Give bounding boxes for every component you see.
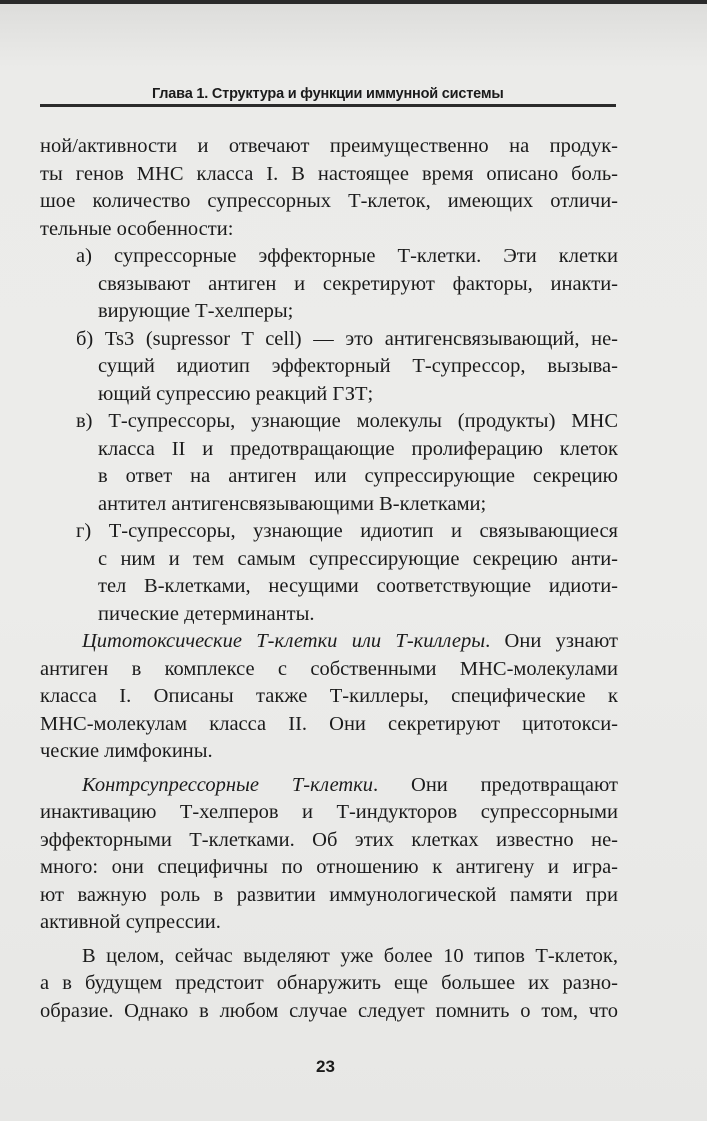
list-item-d-line: тел В-клетками, несущими соответствующие идиоти- — [98, 575, 618, 597]
list-item-b-line: б) Ts3 (supressor T cell) — это антигенсвязывающий, не- — [76, 327, 618, 350]
text-line: ты генов МНС класса I. В настоящее время описано боль- — [40, 162, 618, 185]
page-top-edge — [0, 0, 707, 4]
list-item-a-line: а) супрессорные эффекторные Т-клетки. Эти клетки — [76, 245, 618, 267]
contrasuppressor-first-rest: . Они предотвращают — [373, 773, 618, 796]
running-head: Глава 1. Структура и функции иммунной системы — [152, 86, 504, 102]
list-item-a-line: связывают антиген и секретируют факторы, инакти- — [98, 272, 618, 295]
list-item-d-line: с ним и тем самым супрессирующие секрецию анти- — [98, 547, 618, 570]
text-line: инактивацию Т-хелперов и Т-индукторов супрессорными — [40, 801, 618, 823]
list-item-c-line: в ответ на антиген или супрессирующие секрецию — [98, 465, 618, 487]
page-number: 23 — [316, 1057, 335, 1076]
list-item-b-line: ющий супрессию реакций ГЗТ; — [98, 382, 374, 405]
body-text — [40, 133, 618, 1025]
text-line: а в будущем предстоит обнаружить еще большее их разно- — [40, 972, 618, 994]
cytotoxic-term: Цитотоксические Т-клетки или Т-киллеры — [82, 630, 486, 652]
list-item-c-line: класса II и предотвращающие пролиферацию клеток — [98, 437, 618, 460]
list-item-d-line: г) Т-супрессоры, узнающие идиотип и связывающиеся — [76, 520, 618, 542]
list-item-d-line: пические детерминанты. — [98, 602, 315, 625]
text-line: образие. Однако в любом случае следует помнить о том, что — [40, 999, 618, 1022]
contrasuppressor-term: Контрсупрессорные Т-клетки — [82, 773, 374, 796]
text-line: антиген в комплексе с собственными МНС-молекулами — [40, 657, 618, 680]
text-line: МНС-молекулам класса II. Они секретируют цитотокси- — [40, 712, 618, 735]
list-item-a-line: вирующие Т-хелперы; — [98, 300, 294, 322]
text-line: тельные особенности: — [40, 217, 234, 240]
text-line: шое количество супрессорных Т-клеток, имеющих отличи- — [40, 190, 618, 212]
text-line: В целом, сейчас выделяют уже более 10 типов Т-клеток, — [82, 944, 618, 967]
contrasuppressor-first-line — [40, 772, 618, 800]
list-item-c-line: антител антигенсвязывающими В-клетками; — [98, 492, 487, 515]
text-line: много: они специфичны по отношению к антигену и игра- — [40, 856, 618, 878]
text-line: эффекторными Т-клетками. Об этих клетках известно не- — [40, 828, 618, 851]
list-item-b-line: сущий идиотип эффекторный Т-супрессор, вызыва- — [98, 355, 618, 377]
text-line: ют важную роль в развитии иммунологической памяти при — [40, 883, 618, 906]
cytotoxic-first-line — [40, 628, 618, 656]
cytotoxic-first-rest: . Они узнают — [485, 630, 618, 652]
list-item-c-line: в) Т-супрессоры, узнающие молекулы (продукты) МНС — [76, 410, 618, 432]
header-rule — [40, 104, 616, 107]
text-line: ной/активности и отвечают преимущественно на продук- — [40, 135, 618, 157]
text-line: активной супрессии. — [40, 911, 221, 933]
text-line: класса I. Описаны также Т-киллеры, специфические к — [40, 685, 618, 707]
text-line: ческие лимфокины. — [40, 740, 213, 762]
